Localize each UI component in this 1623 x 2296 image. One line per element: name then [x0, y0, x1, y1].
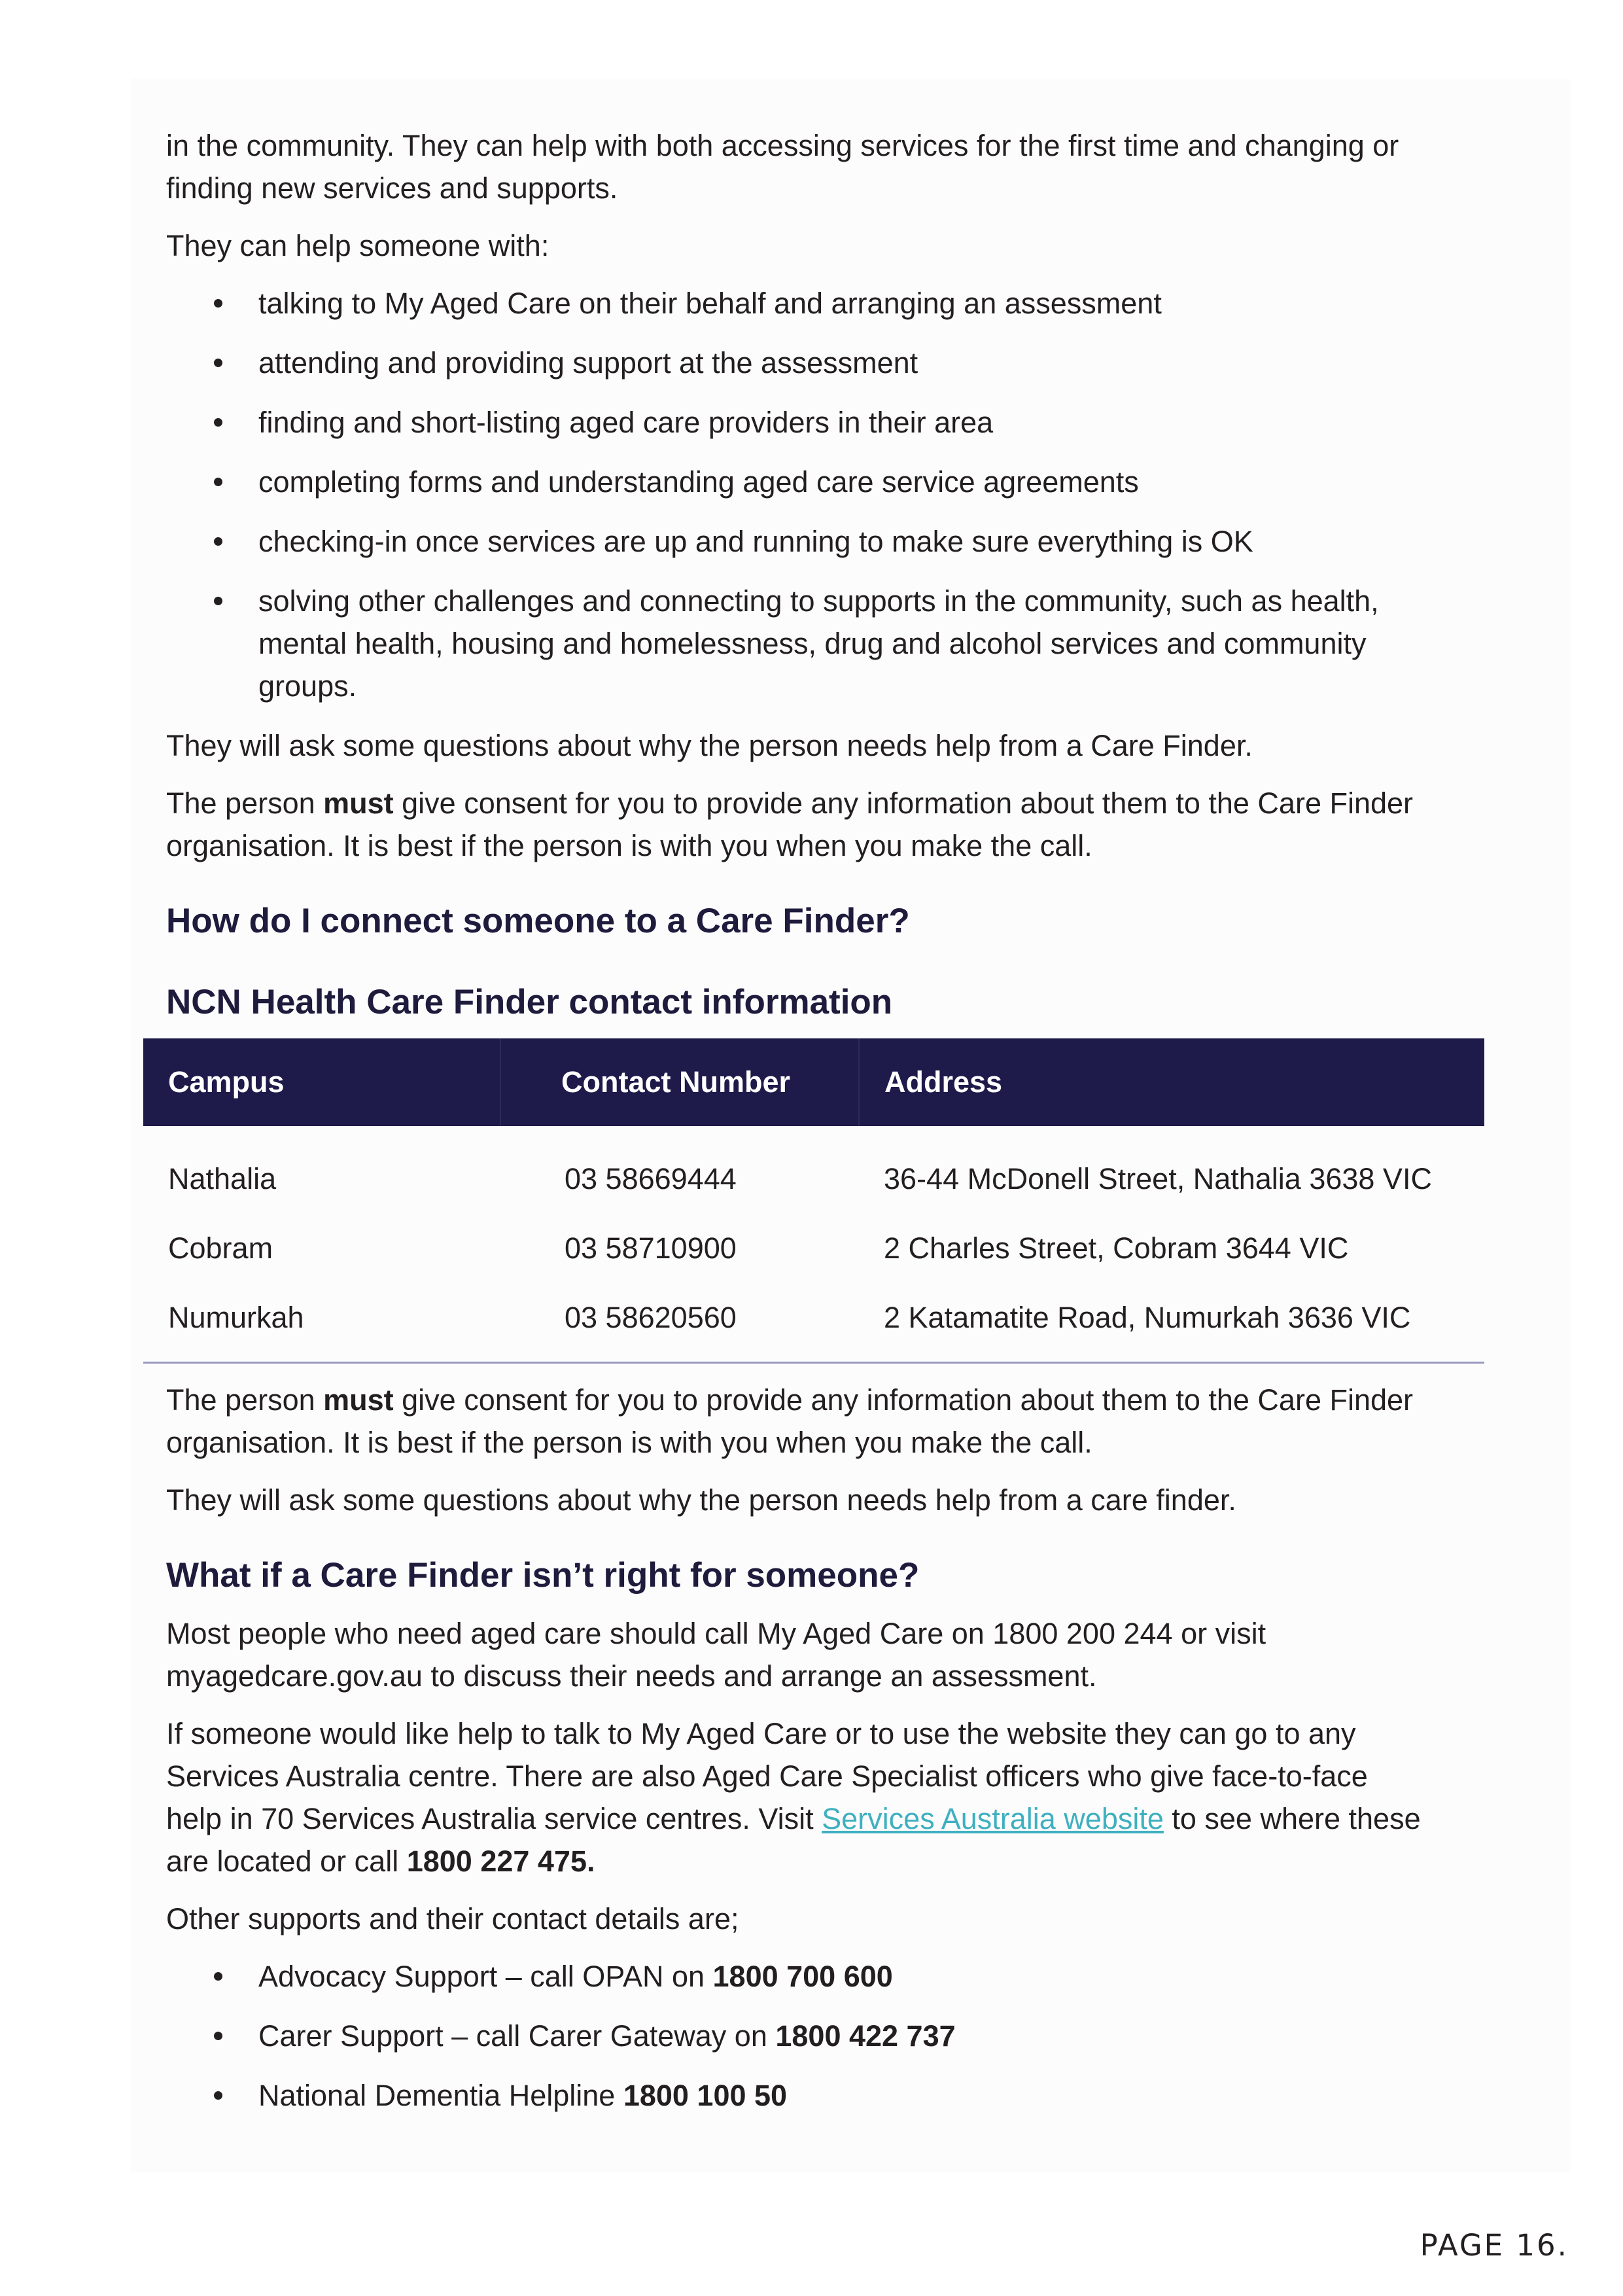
list-item: completing forms and understanding aged care service agreements: [166, 461, 1475, 503]
questions-text-repeat: They will ask some questions about why the person needs help from a care finder.: [166, 1483, 1236, 1517]
campus-cell: Cobram: [168, 1231, 273, 1265]
table-row: [143, 1283, 1484, 1362]
table-row: [143, 1214, 1484, 1283]
phone-cell: 03 58710900: [565, 1231, 737, 1265]
help-with-label: They can help someone with:: [166, 229, 550, 262]
campus-cell: Nathalia: [168, 1162, 277, 1195]
list-item: Advocacy Support – call OPAN on 1800 700 600: [166, 1955, 1475, 1998]
phone-cell: 03 58669444: [565, 1162, 737, 1195]
address-cell: 2 Katamatite Road, Numurkah 3636 VIC: [884, 1301, 1411, 1334]
list-item: checking-in once services are up and running to make sure everything is OK: [166, 520, 1475, 563]
column-header-address: Address: [859, 1038, 1484, 1126]
address-cell: 36-44 McDonell Street, Nathalia 3638 VIC: [884, 1162, 1432, 1195]
consent-text: The person must give consent for you to provide any information about them to the Care Finder organisation. It is best if the person is with you when you make the call.: [166, 786, 1414, 862]
contact-table: [143, 1038, 1484, 1362]
page-number: PAGE 16.: [1420, 2228, 1569, 2263]
help-items-list: [166, 282, 1475, 707]
support-phone: 1800 100 50: [623, 2079, 788, 2112]
column-header-campus: Campus: [143, 1038, 500, 1126]
consent-text-repeat: The person must give consent for you to provide any information about them to the Care Finder organisation. It is best if the person is with you when you make the call.: [166, 1383, 1414, 1459]
other-supports-label: Other supports and their contact details are;: [166, 1902, 739, 1935]
table-row: [143, 1126, 1484, 1214]
intro-line-2: finding new services and supports.: [166, 171, 618, 205]
intro-line-1: in the community. They can help with both accessing services for the first time and changing or: [166, 129, 1399, 162]
list-item: National Dementia Helpline 1800 100 50: [166, 2074, 1475, 2117]
heading-not-right: What if a Care Finder isn’t right for someone?: [166, 1556, 920, 1595]
contact-table-wrapper: [143, 1038, 1484, 1364]
address-cell: 2 Charles Street, Cobram 3644 VIC: [884, 1231, 1349, 1265]
list-item: solving other challenges and connecting to supports in the community, such as health, mental health, housing and homelessness, drug and alcohol services and community groups.: [166, 580, 1475, 707]
services-australia-link[interactable]: Services Australia website: [822, 1802, 1164, 1835]
my-aged-care-paragraph: Most people who need aged care should call My Aged Care on 1800 200 244 or visit myagedcare.gov.au to discuss their needs and arrange an assessment.: [166, 1617, 1266, 1693]
heading-contact-info: NCN Health Care Finder contact information: [166, 983, 893, 1021]
phone-cell: 03 58620560: [565, 1301, 737, 1334]
intro-continuation: [166, 124, 1475, 209]
heading-connect: How do I connect someone to a Care Finder?: [166, 902, 910, 940]
consent-emphasis: must: [323, 1383, 394, 1417]
questions-text: They will ask some questions about why the person needs help from a Care Finder.: [166, 729, 1253, 762]
support-phone: 1800 700 600: [712, 1960, 893, 1993]
other-supports-list: [166, 1955, 1475, 2117]
support-phone: 1800 422 737: [775, 2019, 956, 2053]
consent-emphasis: must: [323, 786, 394, 820]
list-item: finding and short-listing aged care providers in their area: [166, 401, 1475, 444]
list-item: Carer Support – call Carer Gateway on 1800 422 737: [166, 2015, 1475, 2057]
column-header-contact-number: Contact Number: [500, 1038, 859, 1126]
table-header-row: [143, 1038, 1484, 1126]
list-item: attending and providing support at the assessment: [166, 342, 1475, 384]
list-item: talking to My Aged Care on their behalf and arranging an assessment: [166, 282, 1475, 325]
campus-cell: Numurkah: [168, 1301, 304, 1334]
services-australia-phone: 1800 227 475.: [406, 1845, 595, 1878]
services-australia-paragraph: If someone would like help to talk to My Aged Care or to use the website they can go to any Services Australia centre. There are also Aged Care Specialist officers who give face-to-face help in 70 Services Australia service centres. Visit Services Australia website to see where these are located or call 1800 227 475.: [166, 1717, 1421, 1878]
page-content: [166, 124, 1475, 2134]
